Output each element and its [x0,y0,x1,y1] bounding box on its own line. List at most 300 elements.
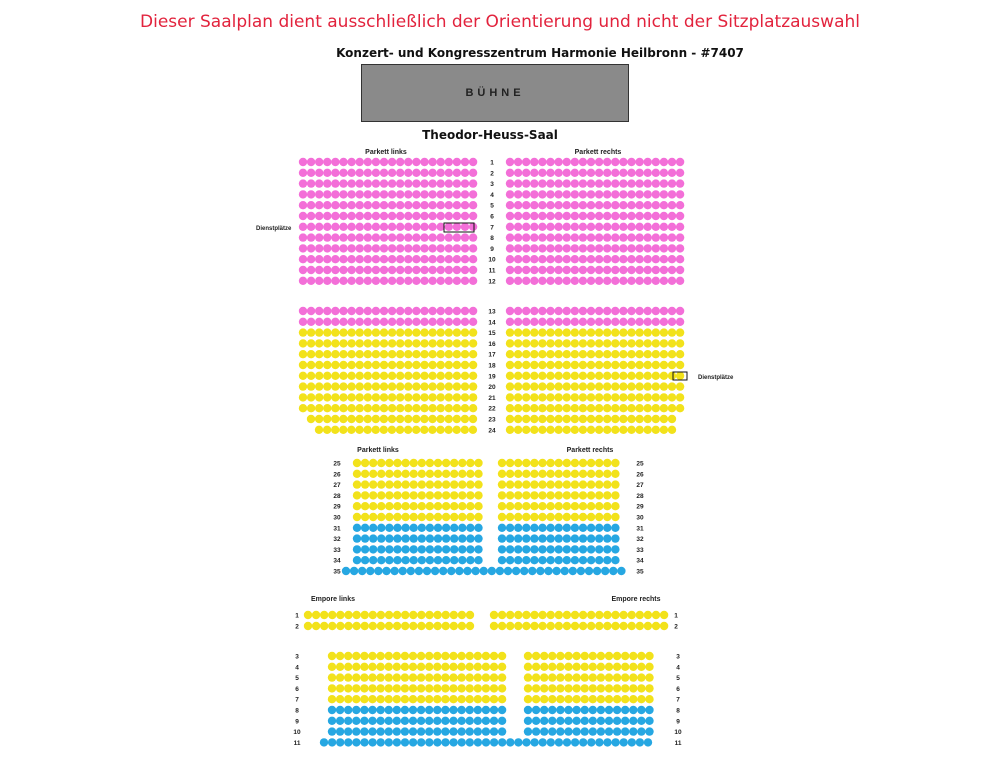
seat [554,212,562,220]
seat [627,339,635,347]
seat [554,266,562,274]
seat [595,277,603,285]
seat [579,524,587,532]
seat [380,339,388,347]
seat [380,393,388,401]
seat [434,491,442,499]
seat [514,244,522,252]
seat [571,277,579,285]
seat [546,545,554,553]
seat [420,179,428,187]
seat [417,622,425,630]
seat [315,350,323,358]
seat [445,339,453,347]
row-number-right-parkett-28: 28 [636,492,644,500]
seat [420,382,428,390]
seat [425,695,433,703]
seat [522,415,530,423]
seat [315,212,323,220]
row-number-left-parkett-27: 27 [333,482,341,490]
seat [410,470,418,478]
seat [660,169,668,177]
seat [323,255,331,263]
seat [380,233,388,241]
seat [450,480,458,488]
seat [420,169,428,177]
seat [461,382,469,390]
seat [450,513,458,521]
seat [368,663,376,671]
seat [637,673,645,681]
seat [571,524,579,532]
seat [514,393,522,401]
seat [458,738,466,746]
seat [299,212,307,220]
row-number-left-empore-10: 10 [293,729,301,737]
seat [380,190,388,198]
seat [412,318,420,326]
seat [328,717,336,725]
seat [385,695,393,703]
seat [426,491,434,499]
seat [635,350,643,358]
seat [315,393,323,401]
seat [621,706,629,714]
seat [621,695,629,703]
seat [564,684,572,692]
seat [530,404,538,412]
row-number-right-empore-6: 6 [676,685,680,693]
seat [572,727,580,735]
seat [530,502,538,510]
seat [595,545,603,553]
seat [466,717,474,725]
seat [506,524,514,532]
seat [331,201,339,209]
seat [380,169,388,177]
seat [603,491,611,499]
service-seats-label-left: Dienstplätze [256,226,292,232]
row-number-right-parkett-31: 31 [636,525,644,533]
seat [522,339,530,347]
seat [364,350,372,358]
seat [581,695,589,703]
seat [445,169,453,177]
row-number-left-parkett-34: 34 [333,557,341,565]
seat [409,738,417,746]
seat [538,622,546,630]
seat [547,738,555,746]
seat [619,277,627,285]
seat [514,212,522,220]
seat [540,727,548,735]
seat [555,534,563,542]
seat [522,361,530,369]
seat [401,622,409,630]
seat [428,212,436,220]
seat [644,339,652,347]
seat [377,502,385,510]
seat [441,738,449,746]
seat [611,318,619,326]
seat [635,393,643,401]
seat [611,307,619,315]
seat [420,255,428,263]
seat [364,415,372,423]
seat [522,223,530,231]
seat [556,684,564,692]
seat [524,673,532,681]
seat [401,534,409,542]
seat [652,255,660,263]
seat [581,652,589,660]
seat [409,622,417,630]
seat [629,673,637,681]
seat [587,415,595,423]
seat [548,663,556,671]
seat [637,663,645,671]
seat [668,328,676,336]
seat [571,201,579,209]
seat [361,502,369,510]
seat [369,611,377,619]
seat [587,179,595,187]
seat [668,404,676,412]
row-number-parkett-19: 19 [488,373,496,381]
seat [538,611,546,619]
seat [418,459,426,467]
seat [388,277,396,285]
seat [563,513,571,521]
seat [564,663,572,671]
seat [595,169,603,177]
seat [364,158,372,166]
seat [530,339,538,347]
seat [404,190,412,198]
seat [385,545,393,553]
seat [627,372,635,380]
seat [445,179,453,187]
seat [564,673,572,681]
seat [315,179,323,187]
seat [538,556,546,564]
seat [368,717,376,725]
seat [660,339,668,347]
seat [635,426,643,434]
seat [347,158,355,166]
seat [360,684,368,692]
seat [336,611,344,619]
seat [388,426,396,434]
seat [315,277,323,285]
seat [635,361,643,369]
seat [587,513,595,521]
seat [339,212,347,220]
seat [644,738,652,746]
seat [453,318,461,326]
seat [323,404,331,412]
seat [619,190,627,198]
seat [546,480,554,488]
seat [393,738,401,746]
seat [579,480,587,488]
row-number-right-parkett-35: 35 [636,568,644,576]
seat [404,158,412,166]
seat [369,534,377,542]
seat [385,663,393,671]
seat [336,717,344,725]
seat [385,727,393,735]
seat [323,179,331,187]
seat [344,738,352,746]
seat [498,480,506,488]
seat [482,706,490,714]
seat [538,350,546,358]
seat [668,339,676,347]
seat [466,470,474,478]
seat [410,556,418,564]
seat [385,622,393,630]
seat [396,426,404,434]
seat [396,201,404,209]
orientation-notice: Dieser Saalplan dient ausschließlich der Orientierung und nicht der Sitzplatzauswahl [140,12,860,32]
seat [396,339,404,347]
seat [328,652,336,660]
seat [331,393,339,401]
seat [554,233,562,241]
seat [401,491,409,499]
seat [514,179,522,187]
seat [522,382,530,390]
seat [514,201,522,209]
seat [546,382,554,390]
seat [524,652,532,660]
seat [466,738,474,746]
seat [426,513,434,521]
seat [563,361,571,369]
seat [556,706,564,714]
row-number-left-parkett-30: 30 [333,514,341,522]
seat [546,307,554,315]
seat [393,717,401,725]
seat [401,480,409,488]
seat [506,738,514,746]
seat [627,393,635,401]
row-number-right-parkett-25: 25 [636,460,644,468]
seat [458,502,466,510]
seat [458,480,466,488]
seat [377,524,385,532]
seat [433,663,441,671]
seat [315,328,323,336]
seat [595,190,603,198]
seat [514,277,522,285]
seat [466,663,474,671]
seat [393,524,401,532]
seat [445,382,453,390]
row-number-parkett-22: 22 [488,405,496,413]
seat [644,244,652,252]
seat [613,717,621,725]
seat [339,318,347,326]
seat [668,190,676,198]
seat [619,201,627,209]
seat [530,524,538,532]
row-number-right-empore-4: 4 [676,664,680,672]
seat [420,404,428,412]
seat [307,255,315,263]
seat [388,223,396,231]
seat [629,717,637,725]
seat [388,233,396,241]
seat [350,567,358,575]
seat [528,567,536,575]
seat [299,372,307,380]
seat [621,727,629,735]
seat [676,350,684,358]
seat [426,545,434,553]
seat [420,266,428,274]
seat [668,372,676,380]
seat [644,318,652,326]
row-number-left-parkett-35: 35 [333,568,341,576]
seat [323,158,331,166]
seat [619,426,627,434]
seat [627,426,635,434]
seat [320,611,328,619]
seat [514,158,522,166]
seat [339,307,347,315]
seat [352,727,360,735]
seat [364,169,372,177]
seat [652,201,660,209]
seat [522,393,530,401]
seat [571,255,579,263]
seat [434,470,442,478]
seat [449,684,457,692]
seat [347,233,355,241]
seat [425,738,433,746]
seat [404,415,412,423]
seat [652,415,660,423]
seat [506,190,514,198]
seat [514,307,522,315]
seat [428,190,436,198]
seat [595,738,603,746]
seat [514,404,522,412]
seat [356,382,364,390]
seat [352,738,360,746]
seat [595,404,603,412]
seat [339,382,347,390]
seat [554,318,562,326]
seat [514,459,522,467]
seat [637,706,645,714]
seat [563,738,571,746]
seat [635,233,643,241]
seat [652,350,660,358]
seat [396,179,404,187]
seat [401,727,409,735]
seat [376,706,384,714]
seat [420,339,428,347]
row-number-parkett-4: 4 [490,191,494,199]
seat [356,266,364,274]
seat [323,277,331,285]
seat [428,393,436,401]
seat [449,652,457,660]
seat [458,491,466,499]
seat [404,307,412,315]
seat [423,567,431,575]
seat [466,491,474,499]
seat [571,459,579,467]
seat [428,328,436,336]
seat [428,339,436,347]
seat [595,158,603,166]
row-number-parkett-10: 10 [488,256,496,264]
seat [611,534,619,542]
seat [548,695,556,703]
seat [453,361,461,369]
seat [660,404,668,412]
seat [498,673,506,681]
seat [563,524,571,532]
seat [563,158,571,166]
seat [385,480,393,488]
seat [498,534,506,542]
seat [331,404,339,412]
seat [388,361,396,369]
seat [449,673,457,681]
seat [571,622,579,630]
seat [342,567,350,575]
seat [652,328,660,336]
seat [613,673,621,681]
seat [417,695,425,703]
seat [676,223,684,231]
seat [524,695,532,703]
seat [482,652,490,660]
seat [412,255,420,263]
seat [331,382,339,390]
seat [538,502,546,510]
seat [619,350,627,358]
seat [466,652,474,660]
seat [453,382,461,390]
seat [372,350,380,358]
seat [555,738,563,746]
seat [490,622,498,630]
seat [506,266,514,274]
seat [652,382,660,390]
seat [498,695,506,703]
seat [474,684,482,692]
seat [611,179,619,187]
row-number-left-empore-6: 6 [295,685,299,693]
seat [331,255,339,263]
seat [380,307,388,315]
seat [457,684,465,692]
seat [530,307,538,315]
seat [546,415,554,423]
seat [524,706,532,714]
seat [668,350,676,358]
seat [587,318,595,326]
seat [412,244,420,252]
seat [563,372,571,380]
seat [587,393,595,401]
